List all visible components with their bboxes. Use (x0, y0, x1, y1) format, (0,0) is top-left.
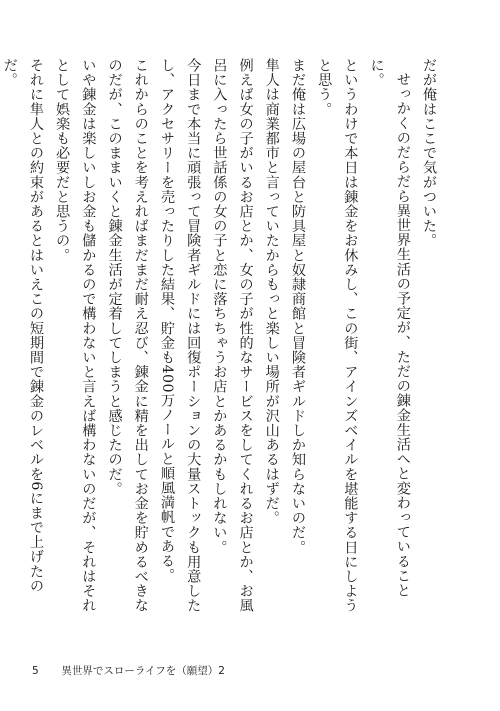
paragraph: 例えば女の子がいるお店とか、女の子が性的なサービスをしてくれるお店とか、お風呂に入ったら世話係の女の子と恋に落ちちゃうお店とかあるかもしれない。 (211, 58, 254, 613)
paragraph: いや錬金は楽しいしお金も儲かるので構わないと言えば構わないのだが、それはそれとして娯楽も必要だと思うの。 (54, 58, 97, 613)
page-footer (32, 663, 225, 678)
paragraph: というわけで本日は錬金をお休みし、この街、アインズベイルを堪能する日にしようと思う。 (316, 58, 359, 613)
paragraph: せっかくのだらだら異世界生活の予定が、ただの錬金生活へと変わっていることに。 (368, 58, 411, 598)
paragraph: 今日まで本当に頑張って冒険者ギルドには回復ポーションの大量ストックも用意したし、アクセサリーを売ったりした結果、貯金も400万ノールと順風満帆である。 (158, 58, 202, 613)
paragraph: だが俺はここで気がついた。 (421, 58, 437, 248)
paragraph: これからのことを考えればまだまだ耐え忍び、錬金に精を出してお金を貯めるべきなのだが、このままいくと錬金生活が定着してしまうと感じたのだ。 (106, 58, 149, 613)
paragraph: それに隼人との約束があるとはいえこの短期間で錬金のレベルを6にまで上げたのだ。 (1, 58, 44, 594)
paragraph: まだ俺は広場の屋台と防具屋と奴隷商館と冒険者ギルドしか知らないのだ。 (289, 58, 306, 555)
page-number: 5 (32, 665, 39, 677)
book-title: 異世界でスローライフを（願望）2 (61, 665, 225, 677)
body-text (1, 58, 442, 618)
paragraph: 隼人は商業都市と言っていたからもっと楽しい場所が沢山あるはずだ。 (263, 58, 280, 526)
